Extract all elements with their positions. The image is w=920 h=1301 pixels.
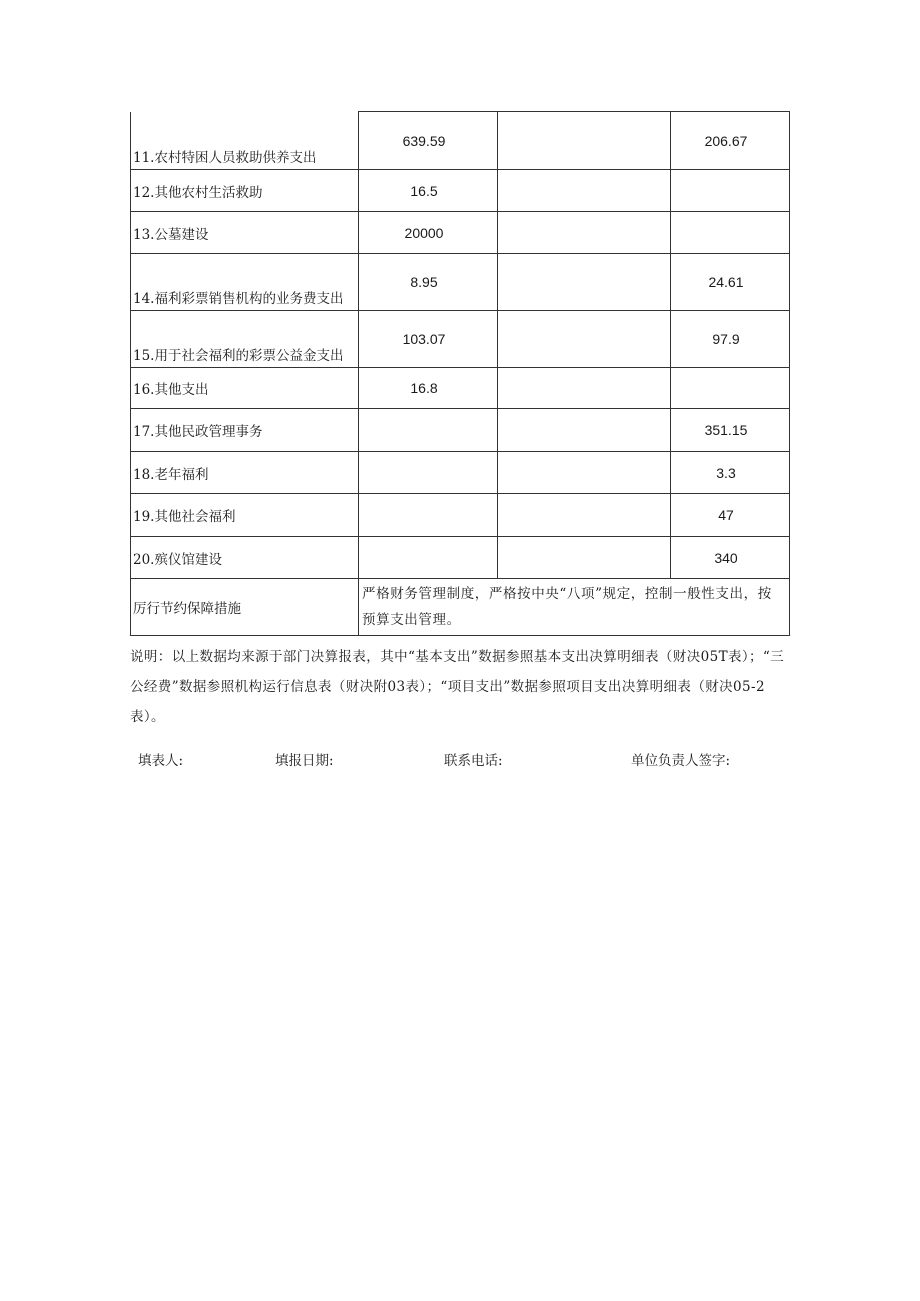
value-cell: 16.8 [359, 368, 498, 409]
value-cell [498, 311, 671, 368]
table-row [131, 452, 790, 494]
table-row [131, 409, 790, 452]
value-cell: 340 [671, 537, 790, 579]
item-label: 11.农村特困人员救助供养支出 [131, 112, 359, 170]
item-label: 15.用于社会福利的彩票公益金支出 [131, 311, 359, 368]
value-cell [498, 494, 671, 537]
item-label: 17.其他民政管理事务 [131, 409, 359, 452]
value-cell [359, 452, 498, 494]
value-cell [498, 409, 671, 452]
date-field-label: 填报日期: [275, 753, 334, 769]
item-label: 19.其他社会福利 [131, 494, 359, 537]
table-row [131, 537, 790, 579]
value-cell: 103.07 [359, 311, 498, 368]
value-cell [498, 452, 671, 494]
phone-field-label: 联系电话: [444, 753, 503, 769]
value-cell [359, 537, 498, 579]
table-row [131, 170, 790, 212]
signature-field-label: 单位负责人签字: [631, 753, 731, 769]
value-cell [498, 537, 671, 579]
item-label: 14.福利彩票销售机构的业务费支出 [131, 254, 359, 311]
value-cell: 47 [671, 494, 790, 537]
value-cell: 639.59 [359, 112, 498, 170]
measures-text: 严格财务管理制度，严格按中央“八项”规定，控制一般性支出，按预算支出管理。 [359, 579, 790, 636]
table-row [131, 112, 790, 170]
value-cell: 8.95 [359, 254, 498, 311]
measures-row [131, 579, 790, 636]
item-label: 20.殡仪馆建设 [131, 537, 359, 579]
value-cell: 24.61 [671, 254, 790, 311]
table-row [131, 494, 790, 537]
value-cell [671, 212, 790, 254]
value-cell [359, 494, 498, 537]
value-cell: 3.3 [671, 452, 790, 494]
measures-label: 厉行节约保障措施 [131, 579, 359, 636]
value-cell: 16.5 [359, 170, 498, 212]
table-row [131, 311, 790, 368]
value-cell [359, 409, 498, 452]
value-cell [671, 368, 790, 409]
filler-field-label: 填表人: [138, 753, 184, 769]
value-cell [498, 112, 671, 170]
item-label: 13.公墓建设 [131, 212, 359, 254]
value-cell: 351.15 [671, 409, 790, 452]
value-cell [498, 170, 671, 212]
item-label: 12.其他农村生活救助 [131, 170, 359, 212]
expenditure-table [130, 111, 790, 636]
value-cell: 97.9 [671, 311, 790, 368]
value-cell [498, 212, 671, 254]
value-cell [498, 368, 671, 409]
explanatory-note: 说明：以上数据均来源于部门决算报表，其中“基本支出”数据参照基本支出决算明细表（财决05T表）；“三公经费”数据参照机构运行信息表（财决附03表）；“项目支出”数据参照项目支出决算明细表（财决05-2表）。 [130, 649, 785, 725]
value-cell [498, 254, 671, 311]
table-row [131, 254, 790, 311]
item-label: 16.其他支出 [131, 368, 359, 409]
table-row [131, 368, 790, 409]
value-cell [671, 170, 790, 212]
value-cell: 20000 [359, 212, 498, 254]
item-label: 18.老年福利 [131, 452, 359, 494]
value-cell: 206.67 [671, 112, 790, 170]
table-row [131, 212, 790, 254]
